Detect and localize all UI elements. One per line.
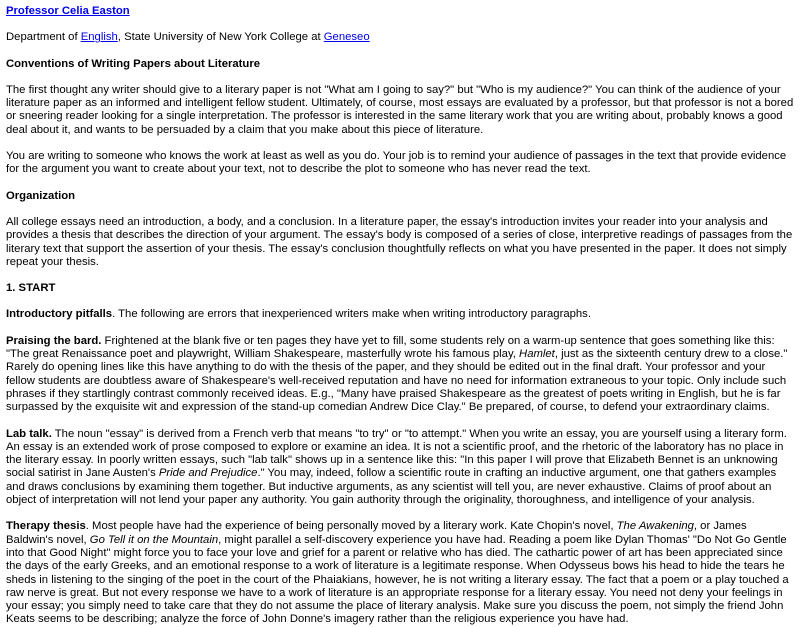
awakening-title: The Awakening	[616, 520, 694, 533]
praising-paragraph	[6, 335, 794, 415]
organization-heading-text: Organization	[6, 189, 76, 202]
english-link[interactable]: English	[80, 31, 118, 44]
praising-text-1: Frightened at the blank five or ten pages they have yet to fill, some students rely on a warm-up sentence that goes something like this: "The great Renaissance poet and playwright, William Shakespeare, masterfully wrote his famous play,	[6, 334, 775, 361]
organization-heading	[6, 190, 794, 203]
author-line	[6, 5, 794, 18]
praising-text-2: , just as the sixteenth century drew to a close." Rarely do opening lines like this have anything to do with the thesis of the paper, and they should be edited out in the final draft. Your professor and your fellow students are doubtless aware of Shakespeare's well-received reputation and have no need for information extraneous to your topic. Only include such phrases if they startlingly contrast commonly received ideas. E.g., "Many have praised Shakespeare as the greatest of poets writing in English, but he is far surpassed by the exquisite wit and expression of the stand-up comedian Andrew Dice Clay." Be prepared, of course, to defend your extraordinary claims.	[6, 348, 788, 414]
start-heading-text: 1. START	[6, 282, 56, 295]
labtalk-label: Lab talk.	[6, 427, 52, 440]
labtalk-paragraph	[6, 428, 794, 508]
document-title-text: Conventions of Writing Papers about Literature	[6, 57, 260, 70]
go-tell-title: Go Tell it on the Mountain	[89, 533, 219, 546]
labtalk-text-1: The noun "essay" is derived from a French verb that means "to try" or "to attempt." When you write an essay, you are yourself using a literary form. An essay is an extended work of prose composed to explore or examine an idea. It is not a scientific proof, and the rhetoric of the laboratory has no place in the literary essay. In poorly written essays, such "lab talk" shows up in a sentence like this: "In this paper I will prove that Elizabeth Bennet is an unknowing social satirist in Jane Austen's	[6, 427, 787, 480]
therapy-text-3: , might parallel a self-discovery experience you have had. Reading a poem like Dylan Thomas' "Do Not Go Gentle into that Good Night" might force you to face your love and grief for a parent or relative who has died. The cathartic power of art has been appreciated since the days of the early Greeks, and an emotional response to a work of literature is a legitimate response. When Odysseus bows his head to hide the tears he sheds in listening to the singing of the poet in the court of the Phaiakians, however, he is not writing a literary essay. The fact that a poem or a play touched a raw nerve is great. But not every response we have to a work of literature is an appropriate response for a literary essay. You need not deny your feelings in your essay; you simply need to take care that they do not assume the place of literary analysis. Make sure you discuss the poem, not simply the friend John Keats seems to be describing; analyze the force of John Donne's imagery rather than the religious experience you have had.	[6, 533, 789, 626]
labtalk-text-2: ." You may, indeed, follow a scientific route in crafting an inductive argument, one that gathers examples and draws conclusions by examining them together. But inductive arguments, as any scientist will tell you, are never exhaustive. Claims of proof about an object of interpretation will not lend your paper any authority. You gain authority through the originality, thoroughness, and intelligence of your analysis.	[6, 467, 777, 507]
geneseo-link[interactable]: Geneseo	[323, 31, 370, 44]
pitfalls-paragraph	[6, 308, 794, 321]
intro-paragraph-1: The first thought any writer should give to a literary paper is not "What am I going to say?" but "Who is my audience?" You can think of the audience of your literature paper as an informed and intelligent fellow student. Ultimately, of course, most essays are evaluated by a professor, but that professor is not a bored or sneering reader looking for a single interpretation. The professor is interested in the same literary work that you are writing about, probably knows a good deal about it, and wants to be persuaded by a claim that you make about this piece of literature.	[6, 83, 794, 136]
pride-prejudice-title: Pride and Prejudice	[158, 467, 258, 480]
pitfalls-label: Introductory pitfalls	[6, 308, 113, 321]
therapy-label: Therapy thesis	[6, 520, 86, 533]
department-prefix: Department of	[6, 31, 81, 44]
department-middle: , State University of New York College at	[117, 31, 324, 44]
pitfalls-text: . The following are errors that inexperienced writers make when writing introductory paragraphs.	[112, 308, 591, 321]
department-line	[6, 31, 794, 44]
author-link[interactable]: Professor Celia Easton	[6, 5, 130, 17]
organization-paragraph: All college essays need an introduction, a body, and a conclusion. In a literature paper, the essay's introduction invites your reader into your analysis and provides a thesis that describes the direction of your argument. The essay's body is composed of a series of close, interpretive readings of passages from the literary text that support the assertion of your thesis. The essay's conclusion thoughtfully reflects on what you have presented in the paper. It does not simply repeat your thesis.	[6, 215, 793, 268]
therapy-text-1: . Most people have had the experience of being personally moved by a literary work. Kate Chopin's novel,	[85, 520, 617, 533]
document-title	[6, 58, 794, 71]
therapy-text-2: , or James Baldwin's novel,	[6, 520, 747, 546]
praising-label: Praising the bard.	[6, 334, 102, 347]
hamlet-title: Hamlet	[519, 348, 555, 361]
therapy-paragraph	[6, 520, 794, 626]
start-heading	[6, 282, 794, 295]
intro-paragraph-2: You are writing to someone who knows the work at least as well as you do. Your job is to remind your audience of passages in the text that provide evidence for the argument you want to create about your text, not to describe the plot to someone who has never read the text.	[6, 150, 787, 176]
